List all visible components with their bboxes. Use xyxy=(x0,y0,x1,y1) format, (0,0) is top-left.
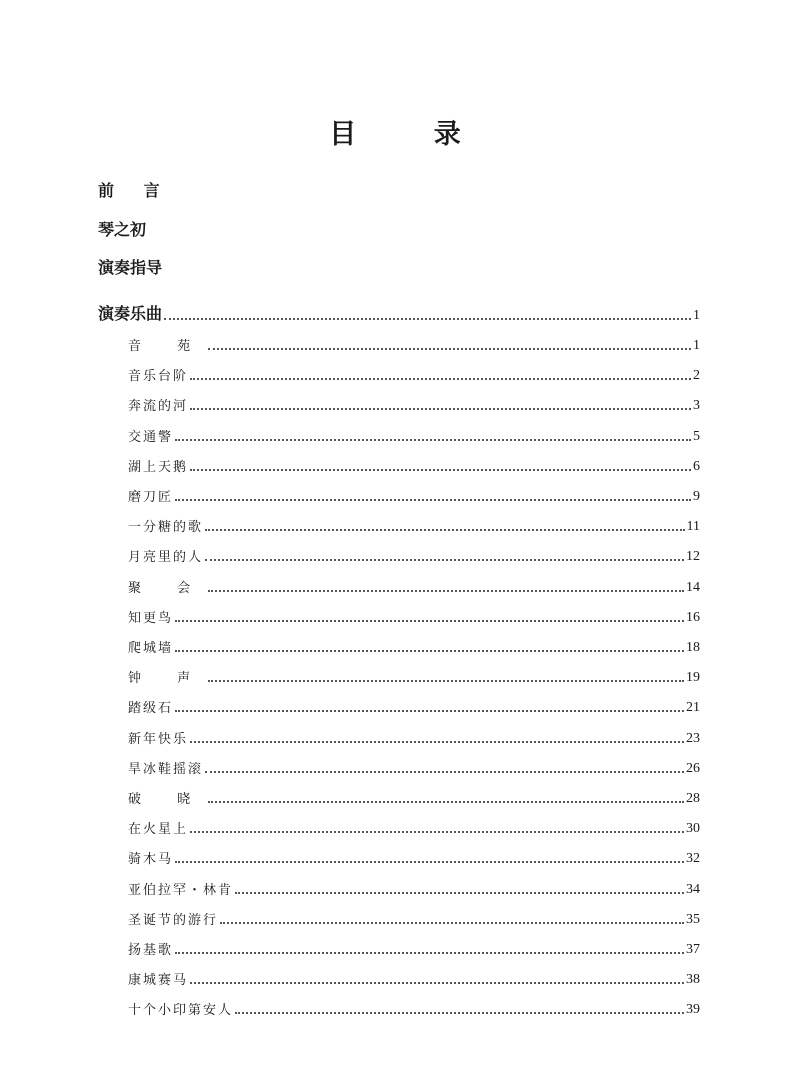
toc-entry xyxy=(128,545,700,565)
toc-entry xyxy=(128,364,700,384)
dot-leader xyxy=(208,680,684,682)
toc-entry-page: 12 xyxy=(686,549,700,565)
toc-entry xyxy=(128,847,700,867)
toc-entry-page: 28 xyxy=(686,791,700,806)
toc-entry xyxy=(128,727,700,747)
dot-leader xyxy=(164,318,691,320)
toc-entry-page: 19 xyxy=(686,670,700,686)
toc-entry xyxy=(128,968,700,988)
toc-entry-page: 30 xyxy=(686,821,700,837)
toc-entry-page: 5 xyxy=(693,428,700,444)
dot-leader xyxy=(190,982,684,984)
toc-entry-title: 知更鸟 xyxy=(128,610,174,626)
dot-leader xyxy=(190,469,691,471)
toc-entry xyxy=(128,878,700,898)
toc-entry xyxy=(128,334,700,354)
dot-leader xyxy=(175,952,684,954)
dot-leader xyxy=(205,529,685,531)
dot-leader xyxy=(175,620,684,622)
toc-entry xyxy=(128,485,700,505)
toc-entry-page: 32 xyxy=(686,851,700,867)
front-matter-intro: 琴之初 xyxy=(98,220,147,239)
toc-entry xyxy=(128,394,700,414)
dot-leader xyxy=(208,801,684,803)
toc-entry-title: 康城赛马 xyxy=(128,973,189,989)
toc-entry xyxy=(128,606,700,626)
toc-entry-page: 35 xyxy=(686,911,700,927)
toc-entry-title: 爬城墙 xyxy=(128,641,174,656)
toc-entry-page: 16 xyxy=(686,609,700,625)
toc-entry-page: 1 xyxy=(693,338,700,353)
toc-entry-title: 聚 会 xyxy=(128,580,207,596)
dot-leader xyxy=(175,439,691,441)
toc-entry-page: 9 xyxy=(693,489,700,504)
toc-entry-title: 圣诞节的游行 xyxy=(128,912,219,928)
toc-entry-title: 月亮里的人 xyxy=(128,550,204,566)
toc-entry-title: 旱冰鞋摇滚 xyxy=(128,761,204,777)
toc-entry xyxy=(128,908,700,928)
toc-entry-title: 亚伯拉罕・林肯 xyxy=(128,882,234,898)
toc-entry-page: 14 xyxy=(686,579,700,595)
toc-entry-title: 磨刀匠 xyxy=(128,490,174,505)
toc-entry-title: 湖上天鹅 xyxy=(128,459,189,475)
toc-entry-page: 11 xyxy=(686,519,700,535)
toc-entry-title: 奔流的河 xyxy=(128,399,189,415)
dot-leader xyxy=(175,710,684,712)
dot-leader xyxy=(190,831,684,833)
toc-entry xyxy=(128,938,700,958)
toc-entry-page: 18 xyxy=(686,640,700,655)
toc-entry-title: 扬基歌 xyxy=(128,943,174,958)
toc-entry xyxy=(128,757,700,777)
dot-leader xyxy=(208,348,691,350)
toc-section-page: 1 xyxy=(693,308,700,323)
toc-entry-page: 3 xyxy=(693,398,700,414)
dot-leader xyxy=(175,499,691,501)
dot-leader xyxy=(190,408,691,410)
toc-entry xyxy=(128,696,700,716)
toc-entry xyxy=(128,787,700,807)
toc-entry xyxy=(128,576,700,596)
toc-entry xyxy=(128,998,700,1018)
toc-entry-title: 新年快乐 xyxy=(128,731,189,747)
toc-entry-title: 音乐台阶 xyxy=(128,369,189,385)
toc-section-title: 演奏乐曲 xyxy=(98,304,163,323)
dot-leader xyxy=(190,378,691,380)
toc-entry xyxy=(128,515,700,535)
toc-entry xyxy=(128,817,700,837)
page-title: 目 录 xyxy=(329,119,495,150)
toc-entry-page: 34 xyxy=(686,881,700,897)
toc-section-row xyxy=(98,304,700,324)
toc-entry xyxy=(128,666,700,686)
toc-entry-page: 21 xyxy=(686,700,700,716)
toc-entry-title: 在火星上 xyxy=(128,822,189,838)
toc-entry-page: 6 xyxy=(693,458,700,474)
toc-entry-page: 26 xyxy=(686,760,700,776)
dot-leader xyxy=(190,741,684,743)
toc-entry-title: 踏级石 xyxy=(128,701,174,717)
toc-entry-title: 一分糖的歌 xyxy=(128,520,204,536)
toc-entry-title: 音 苑 xyxy=(128,339,207,354)
toc-entry-title: 十个小印第安人 xyxy=(128,1003,234,1019)
dot-leader xyxy=(205,559,684,561)
dot-leader xyxy=(205,771,684,773)
toc-entry xyxy=(128,636,700,656)
toc-entry xyxy=(128,425,700,445)
toc-entry-title: 骑木马 xyxy=(128,852,174,868)
front-matter-preface: 前 言 xyxy=(98,181,172,200)
toc-entry xyxy=(128,455,700,475)
toc-entry-page: 2 xyxy=(693,368,700,384)
dot-leader xyxy=(235,892,684,894)
dot-leader xyxy=(220,922,684,924)
dot-leader xyxy=(235,1012,684,1014)
toc-entry-title: 破 晓 xyxy=(128,792,207,807)
toc-entry-page: 23 xyxy=(686,730,700,746)
dot-leader xyxy=(175,861,684,863)
dot-leader xyxy=(208,590,684,592)
toc-entry-page: 38 xyxy=(686,972,700,988)
front-matter-guide: 演奏指导 xyxy=(98,258,163,277)
toc-entry-title: 钟 声 xyxy=(128,671,207,687)
toc-entry-page: 37 xyxy=(686,942,700,957)
toc-entry-page: 39 xyxy=(686,1002,700,1018)
dot-leader xyxy=(175,650,684,652)
toc-entry-title: 交通警 xyxy=(128,429,174,445)
